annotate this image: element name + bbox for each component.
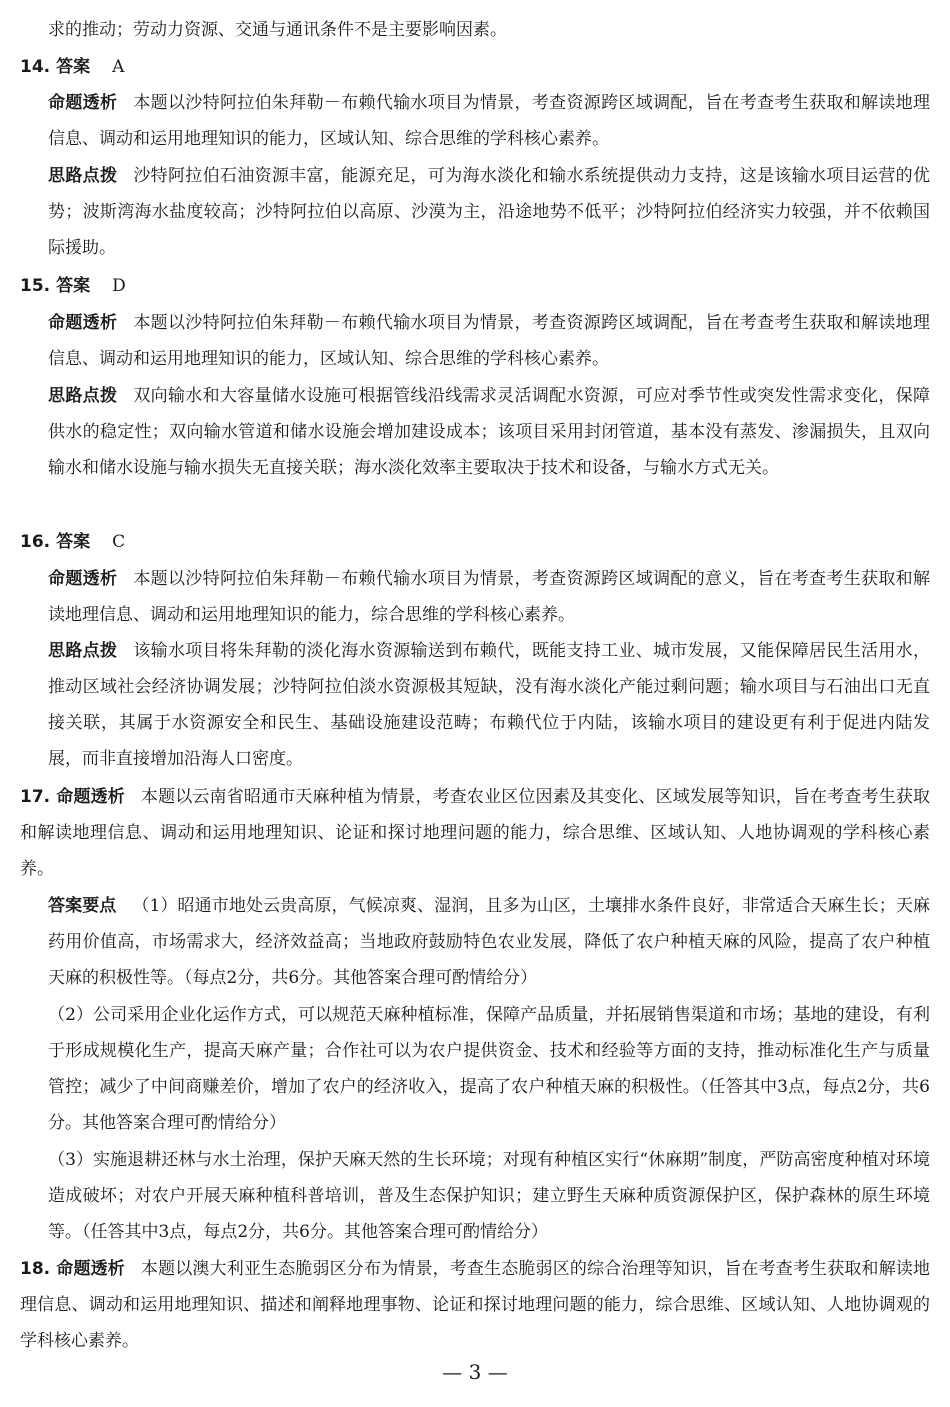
q17-answer-points-2 [48, 997, 930, 1141]
answer-value: D [112, 276, 126, 296]
answer-value: C [112, 532, 126, 552]
question-number: 14. [20, 57, 51, 77]
q16-analysis [48, 561, 930, 633]
analysis-label: 命题透析 [48, 93, 118, 113]
page-number: — 3 — [442, 1360, 508, 1384]
analysis-text: 本题以沙特阿拉伯朱拜勒－布赖代输水项目为情景，考查资源跨区域调配，旨在考查考生获取和解读地理信息、调动和运用地理知识的能力，区域认知、综合思维的学科核心素养。 [48, 313, 931, 369]
q17-analysis [20, 779, 930, 887]
question-number: 17. [20, 787, 51, 807]
hint-text: 该输水项目将朱拜勒的淡化海水资源输送到布赖代，既能支持工业、城市发展，又能保障居民生活用水，推动区域社会经济协调发展；沙特阿拉伯淡水资源极其短缺，没有海水淡化产能过剩问题；输水项目与石油出口无直接关联，其属于水资源安全和民生、基础设施建设范畴；布赖代位于内陆，该输水项目的建设更有利于促进内陆发展，而非直接增加沿海人口密度。 [48, 641, 931, 769]
hint-label: 思路点拨 [48, 166, 118, 186]
analysis-label: 命题透析 [48, 313, 118, 333]
q14-analysis [48, 85, 930, 157]
analysis-text: 本题以沙特阿拉伯朱拜勒－布赖代输水项目为情景，考查资源跨区域调配，旨在考查考生获取和解读地理信息、调动和运用地理知识的能力，区域认知、综合思维的学科核心素养。 [48, 93, 931, 149]
analysis-label: 命题透析 [56, 1259, 125, 1279]
answer-label: 答案 [56, 276, 91, 296]
question-number: 15. [20, 276, 51, 296]
analysis-text: 本题以沙特阿拉伯朱拜勒－布赖代输水项目为情景，考查资源跨区域调配的意义，旨在考查考生获取和解读地理信息、调动和运用地理知识的能力，综合思维的学科核心素养。 [48, 569, 931, 625]
q15-analysis [48, 305, 930, 377]
q17-answer-points-3 [48, 1142, 930, 1250]
answer-points-label: 答案要点 [48, 896, 117, 916]
question-number: 16. [20, 532, 51, 552]
q14-hint [48, 158, 930, 266]
analysis-text: 本题以云南省昭通市天麻种植为情景，考查农业区位因素及其变化、区域发展等知识，旨在考查考生获取和解读地理信息、调动和运用地理知识、论证和探讨地理问题的能力，综合思维、区域认知、人地协调观的学科核心素养。 [20, 787, 931, 879]
q15-answer-line [20, 268, 930, 304]
analysis-text: 本题以澳大利亚生态脆弱区分布为情景，考查生态脆弱区的综合治理等知识，旨在考查考生获取和解读地理信息、调动和运用地理知识、描述和阐释地理事物、论证和探讨地理问题的能力，综合思维、区域认知、人地协调观的学科核心素养。 [20, 1259, 931, 1351]
continued-text: 求的推动；劳动力资源、交通与通讯条件不是主要影响因素。 [48, 20, 507, 40]
hint-label: 思路点拨 [48, 641, 118, 661]
question-number: 18. [20, 1259, 51, 1279]
answer-label: 答案 [56, 532, 91, 552]
hint-label: 思路点拨 [48, 386, 118, 406]
analysis-label: 命题透析 [48, 569, 118, 589]
q16-hint [48, 633, 930, 777]
q17-answer-points-1 [48, 888, 930, 996]
q16-answer-line [20, 524, 930, 560]
hint-text: 双向输水和大容量储水设施可根据管线沿线需求灵活调配水资源，可应对季节性或突发性需求变化，保障供水的稳定性；双向输水管道和储水设施会增加建设成本；该项目采用封闭管道，基本没有蒸发、渗漏损失，且双向输水和储水设施与输水损失无直接关联；海水淡化效率主要取决于技术和设备，与输水方式无关。 [48, 386, 931, 478]
q14-answer-line [20, 49, 930, 85]
q15-hint [48, 378, 930, 486]
answer-label: 答案 [56, 57, 91, 77]
analysis-label: 命题透析 [56, 787, 125, 807]
answer-value: A [112, 57, 125, 77]
hint-text: 沙特阿拉伯石油资源丰富，能源充足，可为海水淡化和输水系统提供动力支持，这是该输水项目运营的优势；波斯湾海水盐度较高；沙特阿拉伯以高原、沙漠为主，沿途地势不低平；沙特阿拉伯经济实力较强，并不依赖国际援助。 [48, 166, 931, 258]
answer-point-text: （2）公司采用企业化运作方式，可以规范天麻种植标准，保障产品质量，并拓展销售渠道和市场；基地的建设，有利于形成规模化生产，提高天麻产量；合作社可以为农户提供资金、技术和经验等方面的支持，推动标准化生产与质量管控；减少了中间商赚差价，增加了农户的经济收入，提高了农户种植天麻的积极性。（任答其中3点，每点2分，共6分。其他答案合理可酌情给分） [48, 1005, 930, 1133]
q18-analysis [20, 1251, 930, 1359]
answer-point-text: （3）实施退耕还林与水土治理，保护天麻天然的生长环境；对现有种植区实行“休麻期”制度，严防高密度种植对环境造成破坏；对农户开展天麻种植科普培训，普及生态保护知识；建立野生天麻种质资源保护区，保护森林的原生环境等。（任答其中3点，每点2分，共6分。其他答案合理可酌情给分） [48, 1150, 930, 1242]
answer-point-text: （1）昭通市地处云贵高原，气候凉爽、湿润，且多为山区，土壤排水条件良好，非常适合天麻生长；天麻药用价值高，市场需求大，经济效益高；当地政府鼓励特色农业发展，降低了农户种植天麻的风险，提高了农户种植天麻的积极性等。（每点2分，共6分。其他答案合理可酌情给分） [48, 896, 930, 988]
